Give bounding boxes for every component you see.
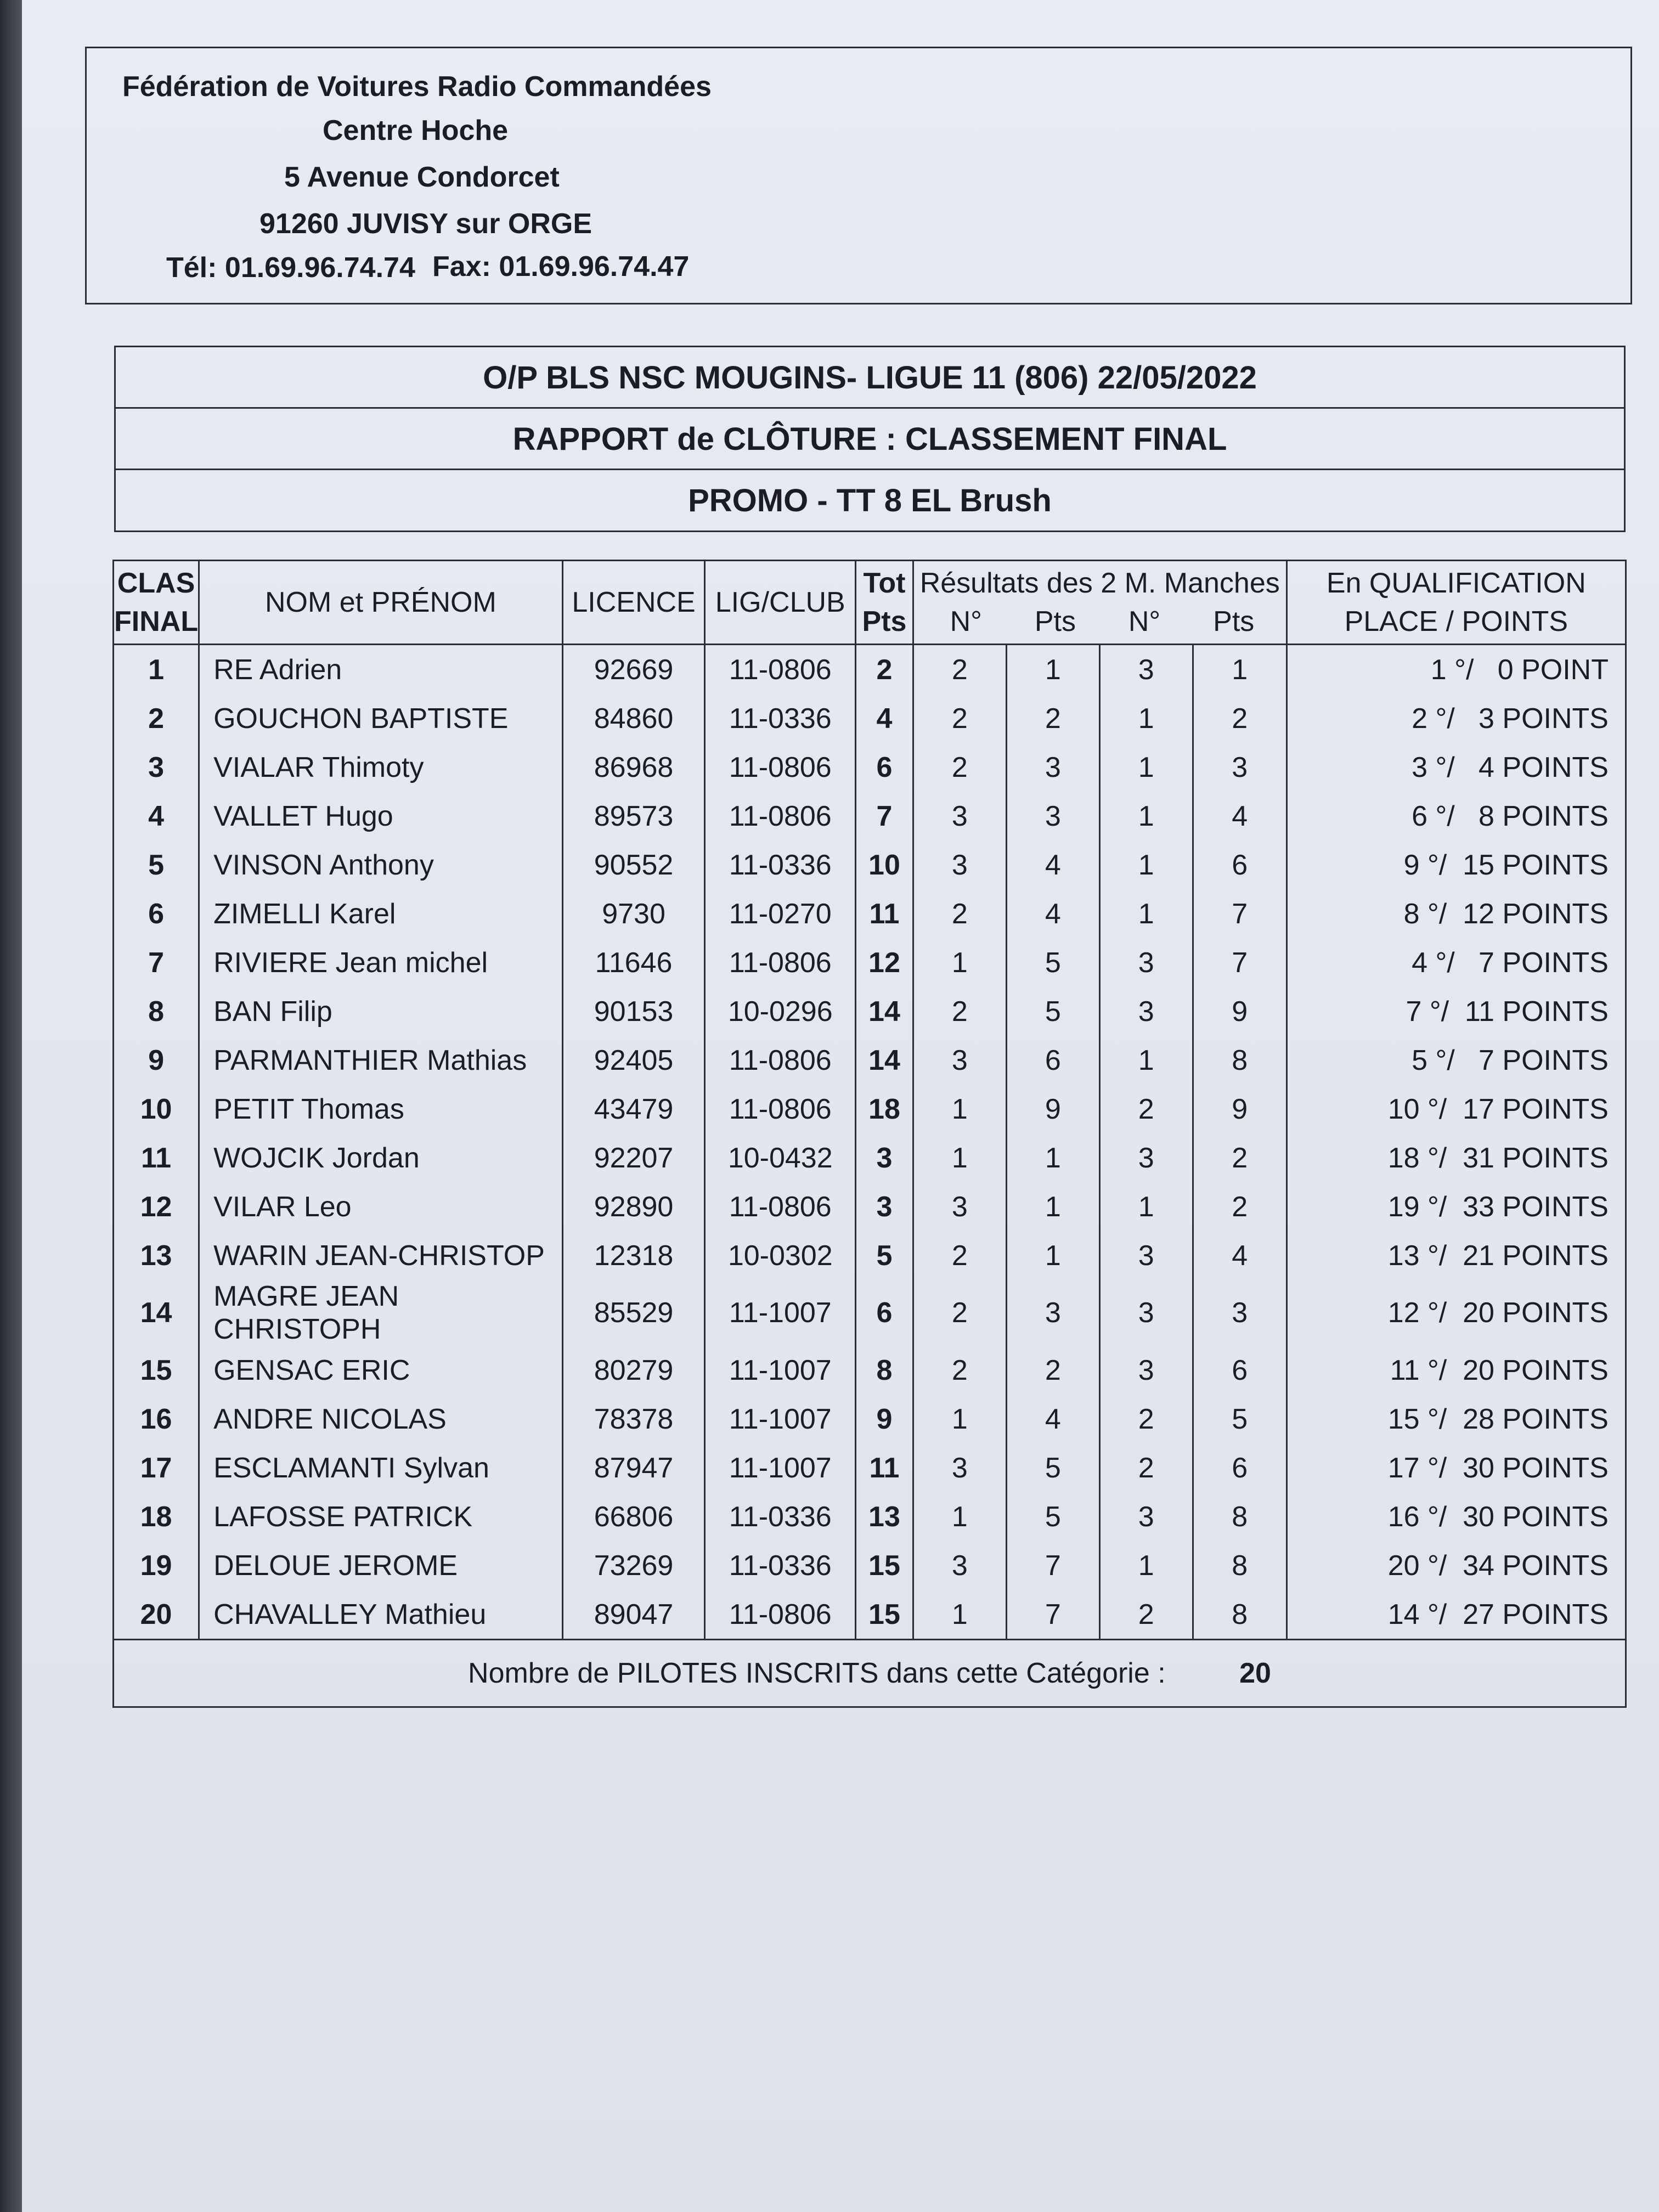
rank: 3 xyxy=(114,743,199,792)
total-points: 13 xyxy=(856,1492,913,1541)
club: 11-0336 xyxy=(705,840,856,889)
heat2-number: 1 xyxy=(1099,840,1193,889)
heat1-number: 2 xyxy=(913,694,1006,743)
heat1-points: 1 xyxy=(1006,1133,1099,1182)
table-row xyxy=(114,1346,1626,1395)
heat2-number: 2 xyxy=(1099,1085,1193,1133)
heat2-number: 1 xyxy=(1099,792,1193,840)
rank: 14 xyxy=(114,1280,199,1346)
heat2-points: 7 xyxy=(1193,889,1286,938)
club: 11-0806 xyxy=(705,1182,856,1231)
pilot-name: VIALAR Thimoty xyxy=(199,743,563,792)
heat1-number: 2 xyxy=(913,1231,1006,1280)
heat1-points: 5 xyxy=(1006,1443,1099,1492)
heat2-points: 8 xyxy=(1193,1492,1286,1541)
heat1-points: 2 xyxy=(1006,694,1099,743)
rank: 20 xyxy=(114,1590,199,1640)
total-points: 3 xyxy=(856,1182,913,1231)
club: 11-1007 xyxy=(705,1443,856,1492)
pilot-name: GOUCHON BAPTISTE xyxy=(199,694,563,743)
heat2-number: 3 xyxy=(1099,938,1193,987)
heat2-points: 2 xyxy=(1193,694,1286,743)
qualification: 9 °/ 15 POINTS xyxy=(1286,840,1626,889)
licence: 11646 xyxy=(562,938,705,987)
licence: 89047 xyxy=(562,1590,705,1640)
table-row xyxy=(114,1492,1626,1541)
total-points: 12 xyxy=(856,938,913,987)
total-points: 14 xyxy=(856,987,913,1036)
federation-header xyxy=(85,47,1632,304)
report-title: RAPPORT de CLÔTURE : CLASSEMENT FINAL xyxy=(116,409,1624,470)
pilot-name: PETIT Thomas xyxy=(199,1085,563,1133)
table-row xyxy=(114,694,1626,743)
heat2-points: 6 xyxy=(1193,1443,1286,1492)
heat1-number: 2 xyxy=(913,889,1006,938)
licence: 73269 xyxy=(562,1541,705,1590)
table-row xyxy=(114,1395,1626,1443)
licence: 84860 xyxy=(562,694,705,743)
club: 11-0806 xyxy=(705,792,856,840)
licence: 9730 xyxy=(562,889,705,938)
qualification: 6 °/ 8 POINTS xyxy=(1286,792,1626,840)
pilot-name: WOJCIK Jordan xyxy=(199,1133,563,1182)
rank: 10 xyxy=(114,1085,199,1133)
pilot-name: ANDRE NICOLAS xyxy=(199,1395,563,1443)
pilot-name: LAFOSSE PATRICK xyxy=(199,1492,563,1541)
total-points: 15 xyxy=(856,1590,913,1640)
results-table xyxy=(112,560,1627,1708)
heat2-points: 8 xyxy=(1193,1590,1286,1640)
licence: 90153 xyxy=(562,987,705,1036)
footer-row xyxy=(114,1640,1626,1707)
rank: 15 xyxy=(114,1346,199,1395)
total-points: 6 xyxy=(856,743,913,792)
heat1-points: 4 xyxy=(1006,889,1099,938)
rank: 4 xyxy=(114,792,199,840)
federation-tel: Tél: 01.69.96.74.74 xyxy=(166,252,415,284)
table-row xyxy=(114,645,1626,695)
federation-center: Centre Hoche xyxy=(323,115,509,146)
licence: 92405 xyxy=(562,1036,705,1085)
heat2-number: 3 xyxy=(1099,645,1193,695)
table-row xyxy=(114,1541,1626,1590)
licence: 89573 xyxy=(562,792,705,840)
table-row xyxy=(114,1590,1626,1640)
heat1-number: 1 xyxy=(913,1590,1006,1640)
rank: 17 xyxy=(114,1443,199,1492)
qualification: 12 °/ 20 POINTS xyxy=(1286,1280,1626,1346)
rank: 5 xyxy=(114,840,199,889)
heat1-number: 2 xyxy=(913,645,1006,695)
federation-name: Fédération de Voitures Radio Commandées xyxy=(122,71,712,103)
heat2-points: 5 xyxy=(1193,1395,1286,1443)
total-points: 10 xyxy=(856,840,913,889)
total-points: 9 xyxy=(856,1395,913,1443)
heat2-points: 2 xyxy=(1193,1182,1286,1231)
table-row xyxy=(114,743,1626,792)
licence: 80279 xyxy=(562,1346,705,1395)
table-header xyxy=(114,561,1626,645)
heat1-points: 6 xyxy=(1006,1036,1099,1085)
heat2-number: 1 xyxy=(1099,743,1193,792)
heat1-number: 1 xyxy=(913,1085,1006,1133)
pilot-name: ESCLAMANTI Sylvan xyxy=(199,1443,563,1492)
pilot-name: BAN Filip xyxy=(199,987,563,1036)
pilot-name: VINSON Anthony xyxy=(199,840,563,889)
heat1-number: 3 xyxy=(913,840,1006,889)
pilot-name: DELOUE JEROME xyxy=(199,1541,563,1590)
licence: 90552 xyxy=(562,840,705,889)
heat2-points: 4 xyxy=(1193,1231,1286,1280)
total-points: 4 xyxy=(856,694,913,743)
heat1-points: 7 xyxy=(1006,1590,1099,1640)
table-row xyxy=(114,1231,1626,1280)
qualification: 16 °/ 30 POINTS xyxy=(1286,1492,1626,1541)
heat2-points: 8 xyxy=(1193,1036,1286,1085)
qualification: 2 °/ 3 POINTS xyxy=(1286,694,1626,743)
heat2-number: 1 xyxy=(1099,1182,1193,1231)
club: 11-0336 xyxy=(705,1492,856,1541)
col-qualification: En QUALIFICATION PLACE / POINTS xyxy=(1286,561,1626,645)
heat1-number: 2 xyxy=(913,987,1006,1036)
heat2-number: 3 xyxy=(1099,1492,1193,1541)
table-row xyxy=(114,1443,1626,1492)
heat1-points: 9 xyxy=(1006,1085,1099,1133)
pilot-name: VALLET Hugo xyxy=(199,792,563,840)
rank: 11 xyxy=(114,1133,199,1182)
heat1-number: 2 xyxy=(913,743,1006,792)
table-row xyxy=(114,1133,1626,1182)
heat1-number: 1 xyxy=(913,1133,1006,1182)
heat2-points: 6 xyxy=(1193,1346,1286,1395)
total-points: 8 xyxy=(856,1346,913,1395)
total-points: 5 xyxy=(856,1231,913,1280)
total-points: 11 xyxy=(856,1443,913,1492)
total-points: 3 xyxy=(856,1133,913,1182)
heat1-number: 1 xyxy=(913,1492,1006,1541)
qualification: 19 °/ 33 POINTS xyxy=(1286,1182,1626,1231)
table-row xyxy=(114,889,1626,938)
heat2-number: 1 xyxy=(1099,1541,1193,1590)
heat1-points: 1 xyxy=(1006,645,1099,695)
rank: 8 xyxy=(114,987,199,1036)
pilot-name: WARIN JEAN-CHRISTOP xyxy=(199,1231,563,1280)
heat2-points: 3 xyxy=(1193,743,1286,792)
pilot-name: RE Adrien xyxy=(199,645,563,695)
total-points: 15 xyxy=(856,1541,913,1590)
qualification: 17 °/ 30 POINTS xyxy=(1286,1443,1626,1492)
pilot-name: ZIMELLI Karel xyxy=(199,889,563,938)
licence: 92207 xyxy=(562,1133,705,1182)
club: 11-1007 xyxy=(705,1346,856,1395)
rank: 12 xyxy=(114,1182,199,1231)
heat1-number: 3 xyxy=(913,1443,1006,1492)
heat1-number: 2 xyxy=(913,1346,1006,1395)
pilot-name: RIVIERE Jean michel xyxy=(199,938,563,987)
rank: 16 xyxy=(114,1395,199,1443)
heat2-number: 3 xyxy=(1099,1133,1193,1182)
col-club: LIG/CLUB xyxy=(705,561,856,645)
heat1-points: 2 xyxy=(1006,1346,1099,1395)
col-results: Résultats des 2 M. Manches N° Pts N° Pts xyxy=(913,561,1286,645)
federation-city: 91260 JUVISY sur ORGE xyxy=(259,208,592,240)
qualification: 3 °/ 4 POINTS xyxy=(1286,743,1626,792)
pilot-name: CHAVALLEY Mathieu xyxy=(199,1590,563,1640)
licence: 85529 xyxy=(562,1280,705,1346)
heat2-number: 3 xyxy=(1099,1231,1193,1280)
licence: 78378 xyxy=(562,1395,705,1443)
heat2-points: 9 xyxy=(1193,1085,1286,1133)
heat2-number: 3 xyxy=(1099,1346,1193,1395)
heat1-points: 7 xyxy=(1006,1541,1099,1590)
heat1-number: 1 xyxy=(913,1395,1006,1443)
rank: 2 xyxy=(114,694,199,743)
heat1-points: 5 xyxy=(1006,1492,1099,1541)
heat2-points: 8 xyxy=(1193,1541,1286,1590)
licence: 66806 xyxy=(562,1492,705,1541)
rank: 18 xyxy=(114,1492,199,1541)
heat1-number: 3 xyxy=(913,1036,1006,1085)
qualification: 15 °/ 28 POINTS xyxy=(1286,1395,1626,1443)
pilot-name: PARMANTHIER Mathias xyxy=(199,1036,563,1085)
heat1-number: 1 xyxy=(913,938,1006,987)
heat1-points: 3 xyxy=(1006,792,1099,840)
heat2-points: 9 xyxy=(1193,987,1286,1036)
qualification: 14 °/ 27 POINTS xyxy=(1286,1590,1626,1640)
heat2-number: 1 xyxy=(1099,1036,1193,1085)
total-points: 14 xyxy=(856,1036,913,1085)
heat2-number: 1 xyxy=(1099,889,1193,938)
rank: 9 xyxy=(114,1036,199,1085)
pilot-name: MAGRE JEAN CHRISTOPH xyxy=(199,1280,563,1346)
report-titles xyxy=(114,346,1626,532)
heat1-points: 1 xyxy=(1006,1231,1099,1280)
club: 10-0296 xyxy=(705,987,856,1036)
category-title: PROMO - TT 8 EL Brush xyxy=(688,483,1052,518)
heat2-points: 4 xyxy=(1193,792,1286,840)
heat2-number: 2 xyxy=(1099,1395,1193,1443)
heat1-points: 3 xyxy=(1006,1280,1099,1346)
footer-label: Nombre de PILOTES INSCRITS dans cette Catégorie : xyxy=(468,1657,1166,1689)
table-row xyxy=(114,1182,1626,1231)
club: 11-0806 xyxy=(705,938,856,987)
event-title: O/P BLS NSC MOUGINS- LIGUE 11 (806) 22/05/2022 xyxy=(116,347,1624,409)
club: 11-1007 xyxy=(705,1395,856,1443)
club: 11-0336 xyxy=(705,1541,856,1590)
table-row xyxy=(114,938,1626,987)
col-tot: Tot Pts xyxy=(856,561,913,645)
col-name: NOM et PRÉNOM xyxy=(199,561,563,645)
qualification: 1 °/ 0 POINT xyxy=(1286,645,1626,695)
club: 11-0806 xyxy=(705,1085,856,1133)
heat1-points: 3 xyxy=(1006,743,1099,792)
total-points: 6 xyxy=(856,1280,913,1346)
heat1-points: 1 xyxy=(1006,1182,1099,1231)
heat1-number: 3 xyxy=(913,792,1006,840)
heat2-number: 3 xyxy=(1099,987,1193,1036)
licence: 87947 xyxy=(562,1443,705,1492)
total-points: 2 xyxy=(856,645,913,695)
heat2-number: 1 xyxy=(1099,694,1193,743)
federation-fax: Fax: 01.69.96.74.47 xyxy=(432,251,690,283)
club: 10-0302 xyxy=(705,1231,856,1280)
club: 11-0270 xyxy=(705,889,856,938)
table-row xyxy=(114,1036,1626,1085)
qualification: 18 °/ 31 POINTS xyxy=(1286,1133,1626,1182)
heat2-points: 7 xyxy=(1193,938,1286,987)
pilot-count: 20 xyxy=(1239,1657,1271,1689)
qualification: 20 °/ 34 POINTS xyxy=(1286,1541,1626,1590)
table-row xyxy=(114,1085,1626,1133)
federation-address: 5 Avenue Condorcet xyxy=(284,161,560,193)
heat2-number: 2 xyxy=(1099,1590,1193,1640)
heat1-number: 3 xyxy=(913,1182,1006,1231)
total-points: 7 xyxy=(856,792,913,840)
qualification: 10 °/ 17 POINTS xyxy=(1286,1085,1626,1133)
club: 11-0806 xyxy=(705,743,856,792)
club: 11-0806 xyxy=(705,1590,856,1640)
heat1-number: 2 xyxy=(913,1280,1006,1346)
heat2-points: 1 xyxy=(1193,645,1286,695)
licence: 43479 xyxy=(562,1085,705,1133)
rank: 7 xyxy=(114,938,199,987)
table-row xyxy=(114,1280,1626,1346)
heat2-number: 2 xyxy=(1099,1443,1193,1492)
heat2-points: 2 xyxy=(1193,1133,1286,1182)
rank: 19 xyxy=(114,1541,199,1590)
qualification: 4 °/ 7 POINTS xyxy=(1286,938,1626,987)
licence: 86968 xyxy=(562,743,705,792)
club: 11-0806 xyxy=(705,645,856,695)
club: 11-0336 xyxy=(705,694,856,743)
total-points: 18 xyxy=(856,1085,913,1133)
qualification: 7 °/ 11 POINTS xyxy=(1286,987,1626,1036)
heat1-points: 5 xyxy=(1006,938,1099,987)
heat1-points: 5 xyxy=(1006,987,1099,1036)
heat2-points: 6 xyxy=(1193,840,1286,889)
pilot-name: GENSAC ERIC xyxy=(199,1346,563,1395)
licence: 92890 xyxy=(562,1182,705,1231)
table-row xyxy=(114,987,1626,1036)
col-licence: LICENCE xyxy=(562,561,705,645)
club: 11-0806 xyxy=(705,1036,856,1085)
total-points: 11 xyxy=(856,889,913,938)
heat2-points: 3 xyxy=(1193,1280,1286,1346)
table-row xyxy=(114,840,1626,889)
licence: 92669 xyxy=(562,645,705,695)
licence: 12318 xyxy=(562,1231,705,1280)
club: 11-1007 xyxy=(705,1280,856,1346)
qualification: 8 °/ 12 POINTS xyxy=(1286,889,1626,938)
heat1-number: 3 xyxy=(913,1541,1006,1590)
rank: 13 xyxy=(114,1231,199,1280)
table-row xyxy=(114,792,1626,840)
qualification: 11 °/ 20 POINTS xyxy=(1286,1346,1626,1395)
rank: 1 xyxy=(114,645,199,695)
qualification: 13 °/ 21 POINTS xyxy=(1286,1231,1626,1280)
rank: 6 xyxy=(114,889,199,938)
pilot-name: VILAR Leo xyxy=(199,1182,563,1231)
heat2-number: 3 xyxy=(1099,1280,1193,1346)
club: 10-0432 xyxy=(705,1133,856,1182)
heat1-points: 4 xyxy=(1006,1395,1099,1443)
col-clas: CLAS FINAL xyxy=(114,561,199,645)
heat1-points: 4 xyxy=(1006,840,1099,889)
qualification: 5 °/ 7 POINTS xyxy=(1286,1036,1626,1085)
